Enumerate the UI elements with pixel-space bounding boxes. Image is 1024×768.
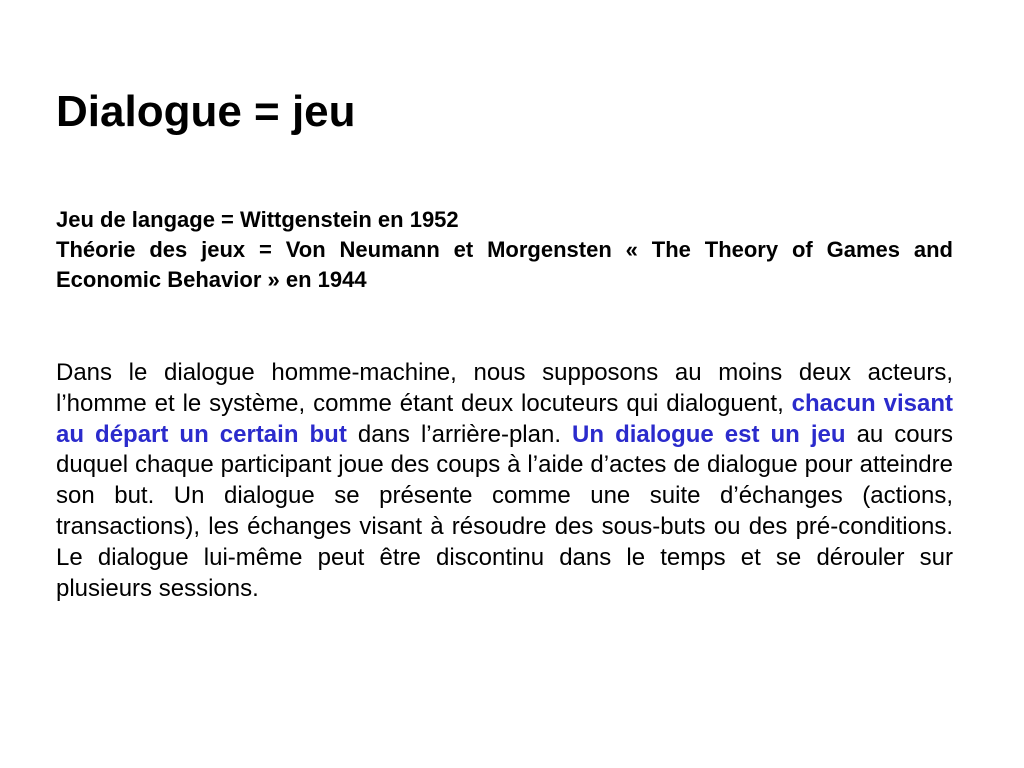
slide (56, 0, 953, 768)
paragraph-text-2: dans l’arrière-plan. (346, 420, 573, 448)
references-block (56, 205, 953, 295)
reference-wittgenstein: Jeu de langage = Wittgenstein en 1952 (56, 207, 459, 232)
paragraph-text-1: Dans le dialogue homme-machine, nous supposons au moins deux acteurs, l’homme et le système, comme étant deux locuteurs qui dialoguent, (56, 359, 953, 417)
reference-von-neumann: Théorie des jeux = Von Neumann et Morgensten « The Theory of Games and Economic Behavior » en 1944 (56, 237, 953, 292)
slide-title: Dialogue = jeu (56, 87, 356, 136)
body-paragraph (56, 358, 953, 604)
paragraph-text-3: au cours duquel chaque participant joue des coups à l’aide d’actes de dialogue pour atteindre son but. Un dialogue se présente comme une suite d’échanges (actions, transactions), les échanges visant à résoudre des sous-buts ou des pré-conditions. Le dialogue lui-même peut être discontinu dans le temps et se dérouler sur plusieurs sessions. (56, 420, 953, 602)
highlight-goal: chacun visant au départ un certain but (56, 389, 953, 448)
highlight-dialogue-game: Un dialogue est un jeu (572, 420, 846, 448)
